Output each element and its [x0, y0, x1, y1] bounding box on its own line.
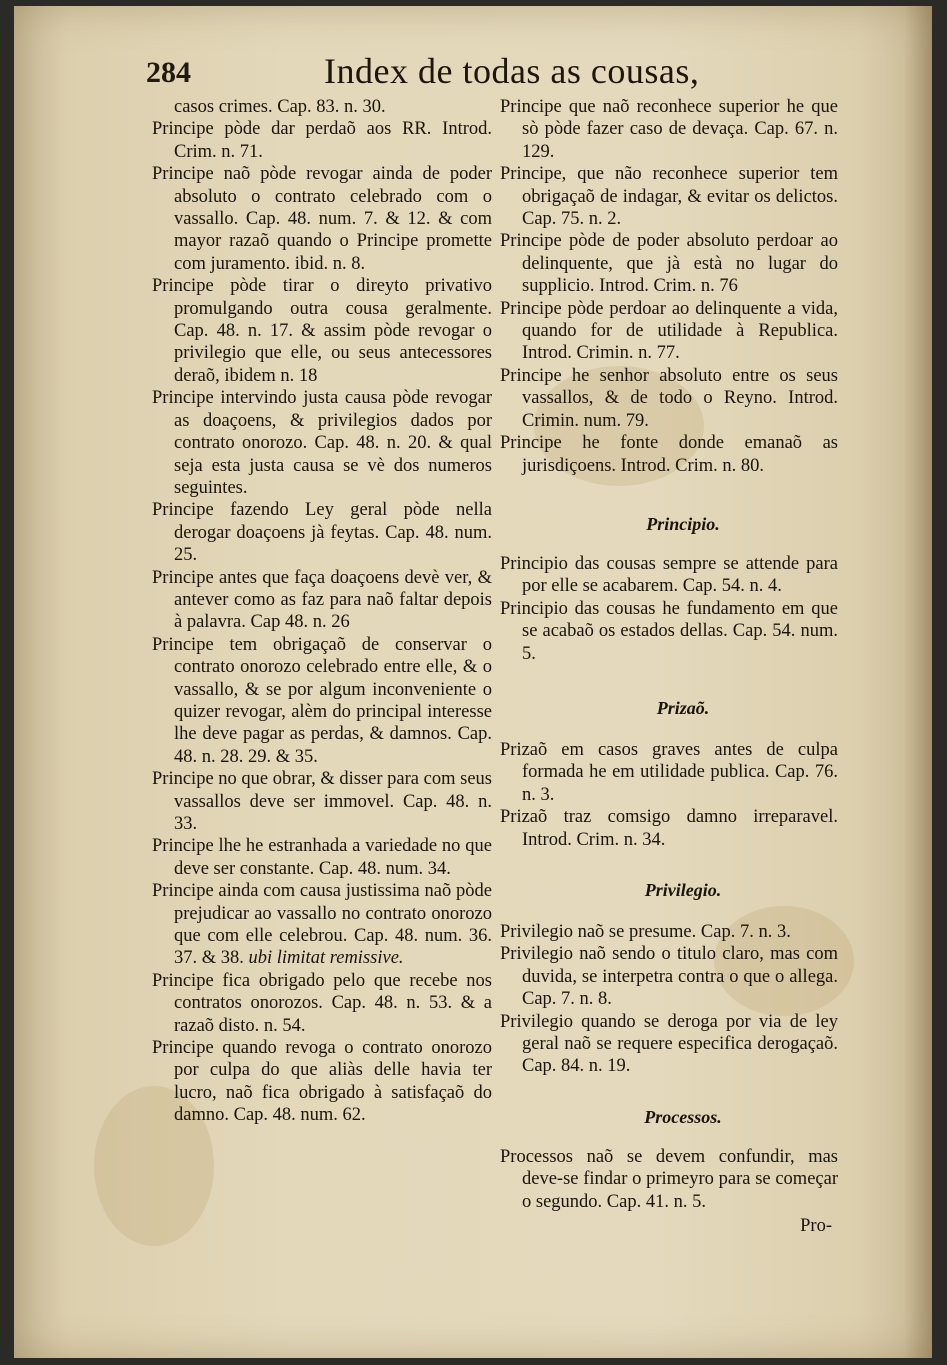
index-entry-text: Prizaõ em casos graves antes de culpa formada he em utilidade publica. Cap. 76. n. 3.	[500, 739, 838, 805]
index-entry-text: Principe naõ pòde revogar ainda de poder absoluto o contrato celebrado com o vassallo. Cap. 48. num. 7. & 12. & com mayor razaõ quando o Principe promette com juramento. ibid. n. 8.	[152, 164, 492, 274]
section-heading-principio: Principio.	[646, 513, 720, 534]
index-entry	[152, 835, 492, 880]
index-entry	[152, 275, 492, 387]
index-entry-italic-note: ubi limitat remissive.	[243, 948, 404, 969]
index-entry-continuation	[152, 96, 492, 118]
index-entry-text: Privilegio quando se deroga por via de ley geral naõ se requere especifica derogaçaõ. Cap. 84. n. 19.	[500, 1011, 838, 1077]
section-heading-processos: Processos.	[644, 1106, 722, 1127]
index-entry-text: Privilegio naõ se presume. Cap. 7. n. 3.	[500, 921, 791, 942]
index-entry	[152, 387, 492, 499]
index-entry	[152, 118, 492, 163]
index-entry	[152, 567, 492, 634]
index-entry	[500, 553, 838, 598]
index-entry	[152, 1037, 492, 1127]
index-entry-text: Principe pòde perdoar ao delinquente a vida, quando for de utilidade à Republica. Introd. Crimin. n. 77.	[500, 298, 838, 364]
index-entry-text: Principe ainda com causa justissima naõ pòde prejudicar ao vassallo no contrato onorozo que com elle celebrou. Cap. 48. num. 36. 37. & 38.	[152, 881, 492, 969]
index-entry	[152, 768, 492, 835]
running-title: Index de todas as cousas,	[324, 51, 700, 91]
index-entry-text: Principe quando revoga o contrato onorozo por culpa do que aliàs delle havia ter lucro, naõ fica obrigado à satisfaçaõ do damno. Cap. 48. num. 62.	[152, 1038, 492, 1126]
page-number: 284	[146, 56, 191, 89]
index-entry	[500, 739, 838, 806]
index-entry-text: Principe intervindo justa causa pòde revogar as doaçoens, & privilegios dados por contrato onorozo. Cap. 48. n. 20. & qual seja esta justa causa se vè dos numeros seguintes.	[152, 388, 492, 498]
index-entry-text: Principe he senhor absoluto entre os seus vassallos, & de todo o Reyno. Introd. Crimin. num. 79.	[500, 365, 838, 431]
page-fold-shadow	[904, 6, 932, 1358]
index-entry	[152, 499, 492, 566]
index-entry	[152, 163, 492, 275]
index-entry-text: Principe, que não reconhece superior tem obrigaçaõ de indagar, & evitar os delictos. Cap. 75. n. 2.	[500, 164, 838, 230]
page-header	[14, 50, 932, 94]
index-entry-text: Principe lhe he estranhada a variedade no que deve ser constante. Cap. 48. num. 34.	[152, 836, 492, 879]
index-entry-text: Prizaõ traz comsigo damno irreparavel. Introd. Crim. n. 34.	[500, 807, 838, 850]
index-entry	[500, 365, 838, 432]
index-entry-text: Principe antes que faça doaçoens devè ver, & antever como as faz para naõ faltar depois à palavra. Cap 48. n. 26	[152, 567, 492, 633]
index-entry-text: Principe pòde dar perdaõ aos RR. Introd. Crim. n. 71.	[152, 119, 492, 162]
index-entry-text: Principe no que obrar, & disser para com seus vassallos deve ser immovel. Cap. 48. n. 33.	[152, 769, 492, 834]
index-entry	[500, 298, 838, 365]
index-entry	[500, 1011, 838, 1078]
index-entry	[500, 598, 838, 665]
index-entry-text: Principe pòde de poder absoluto perdoar ao delinquente, que jà està no lugar do supplicio. Introd. Crim. n. 76	[500, 231, 838, 297]
index-entry-text: casos crimes. Cap. 83. n. 30.	[174, 97, 386, 117]
catchword: Pro-	[800, 1216, 832, 1236]
book-page	[14, 6, 932, 1358]
index-entry	[500, 432, 838, 477]
index-entry-text: Processos naõ se devem confundir, mas deve-se findar o primeyro para se começar o segundo. Cap. 41. n. 5.	[500, 1146, 838, 1212]
index-entry	[500, 921, 838, 943]
index-entry	[500, 1146, 838, 1213]
index-entry-text: Principio das cousas he fundamento em que se acabaõ os estados dellas. Cap. 54. num. 5.	[500, 598, 838, 664]
section-heading-privilegio: Privilegio.	[644, 879, 722, 900]
index-entry	[152, 970, 492, 1037]
index-entry-text: Principe pòde tirar o direyto privativo promulgando outra cousa geralmente. Cap. 48. n. 17. & assim pòde revogar o privilegio que elle, ou seus antecessores deraõ, ibidem n. 18	[152, 276, 492, 386]
index-entry	[152, 880, 492, 970]
index-entry	[152, 634, 492, 768]
index-entry-text: Principio das cousas sempre se attende para por elle se acabarem. Cap. 54. n. 4.	[500, 553, 838, 597]
index-entry-text: Privilegio naõ sendo o titulo claro, mas com duvida, se interpetra contra o que o allega. Cap. 7. n. 8.	[500, 944, 838, 1010]
index-entry	[500, 163, 838, 230]
index-entry	[500, 806, 838, 851]
index-entry-text: Principe fazendo Ley geral pòde nella derogar doaçoens jà feytas. Cap. 48. num. 25.	[152, 500, 492, 566]
index-entry-text: Principe que naõ reconhece superior he que sò pòde fazer caso de devaça. Cap. 67. n. 129.	[500, 97, 838, 162]
index-entry-text: Principe he fonte donde emanaõ as jurisdiçoens. Introd. Crim. n. 80.	[500, 433, 838, 476]
index-entry-text: Principe fica obrigado pelo que recebe nos contratos onorozos. Cap. 48. n. 53. & a razaõ disto. n. 54.	[152, 970, 492, 1036]
right-column	[500, 96, 838, 1213]
index-entry	[500, 230, 838, 297]
index-entry	[500, 943, 838, 1010]
left-column	[152, 96, 492, 1127]
index-entry-text: Principe tem obrigaçaõ de conservar o contrato onorozo celebrado entre elle, & o vassallo, & se por algum inconveniente o quizer revogar, alèm do principal interesse lhe deve pagar as perdas, & damnos. Cap. 48. n. 28. 29. & 35.	[152, 634, 492, 767]
index-entry	[500, 96, 838, 163]
section-heading-prizao: Prizaõ.	[656, 697, 710, 718]
